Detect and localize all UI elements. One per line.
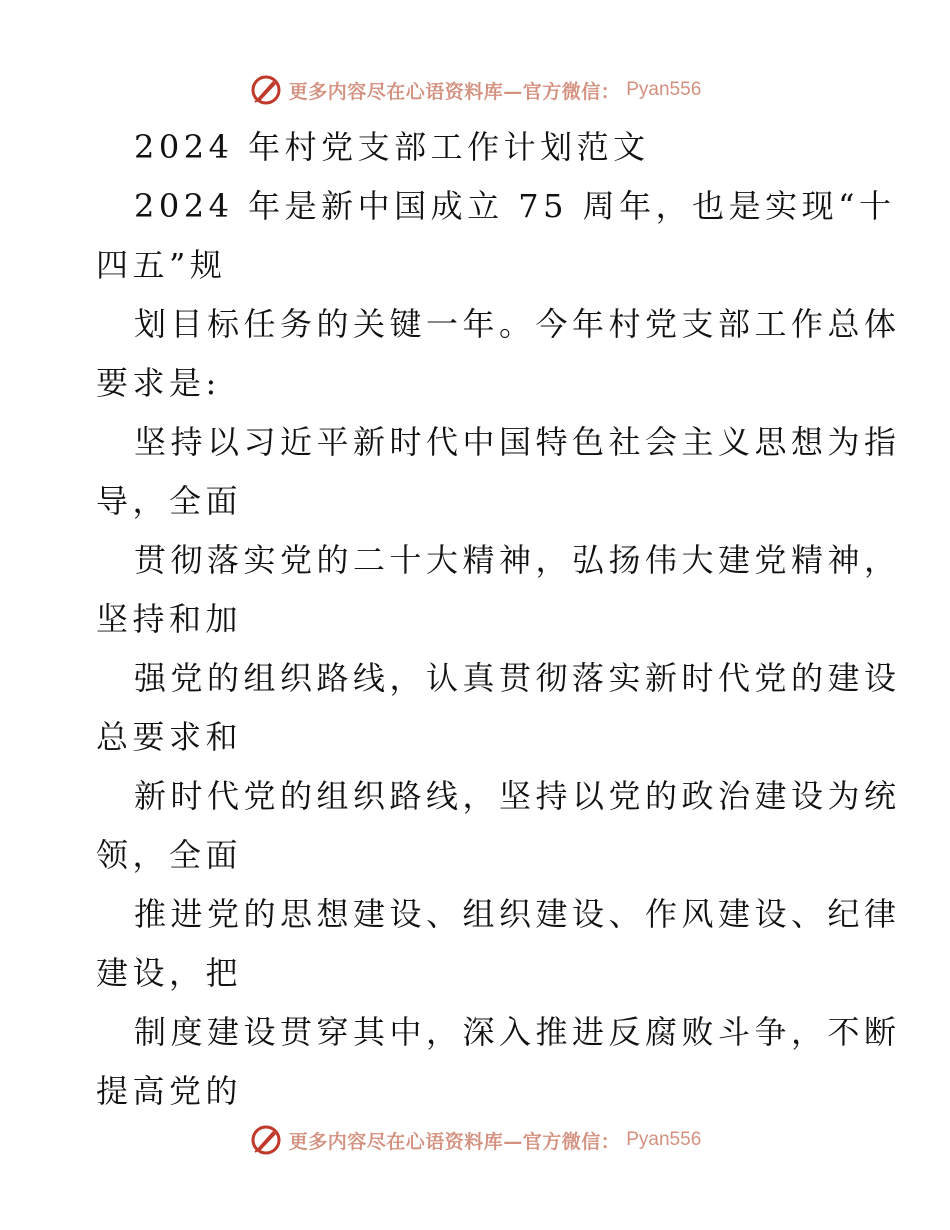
text-line: 划目标任务的关键一年。今年村党支部工作总体: [134, 305, 901, 343]
banner-text: 更多内容尽在心语资料库—官方微信：: [288, 1130, 621, 1153]
text-line: 贯彻落实党的二十大精神，弘扬伟大建党精神，: [134, 541, 901, 579]
text-line: 强党的组织路线，认真贯彻落实新时代党的建设: [134, 659, 901, 697]
text-line: 导，全面: [96, 482, 243, 520]
text-line: 2024 年是新中国成立 75 周年，也是实现“十: [134, 187, 896, 225]
text-line: 新时代党的组织路线，坚持以党的政治建设为统: [134, 777, 901, 815]
footer-banner: [0, 1120, 950, 1160]
quill-pen-logo-icon: [249, 73, 283, 107]
quill-pen-logo-icon: [249, 1123, 283, 1157]
text-line: 要求是:: [96, 364, 221, 402]
text-line: 领，全面: [96, 836, 243, 874]
document-title: 2024 年村党支部工作计划范文: [134, 128, 650, 166]
text-line: 推进党的思想建设、组织建设、作风建设、纪律: [134, 895, 901, 933]
text-line: 总要求和: [96, 718, 243, 756]
wechat-id: Pyan556: [626, 1129, 702, 1150]
text-line: 四五”规: [96, 246, 227, 284]
text-line: 坚持以习近平新时代中国特色社会主义思想为指: [134, 423, 901, 461]
document-body: [96, 118, 901, 1121]
banner-text: 更多内容尽在心语资料库—官方微信：: [288, 80, 621, 103]
text-line: 提高党的: [96, 1072, 243, 1110]
wechat-id: Pyan556: [626, 79, 702, 100]
text-line: 坚持和加: [96, 600, 243, 638]
text-line: 制度建设贯穿其中，深入推进反腐败斗争，不断: [134, 1013, 901, 1051]
header-banner: [0, 70, 950, 110]
text-line: 建设，把: [96, 954, 243, 992]
